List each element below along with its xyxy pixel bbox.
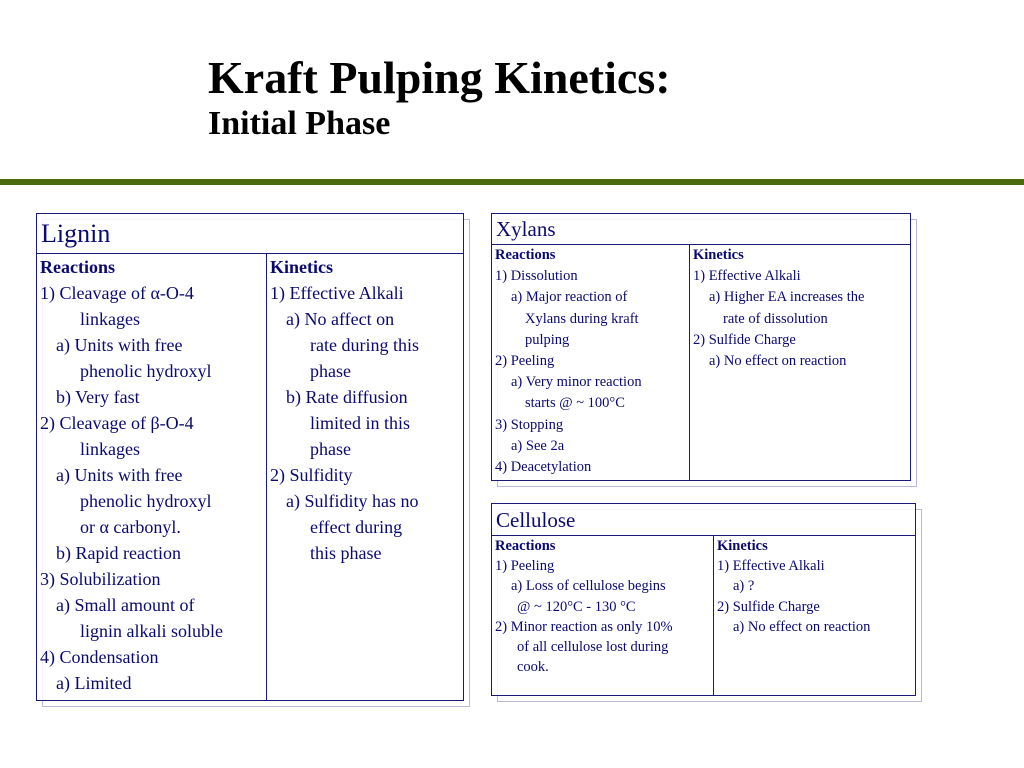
list-item: a) Higher EA increases the: [709, 289, 865, 306]
list-item: 1) Peeling: [495, 558, 555, 575]
list-item: @ ~ 120°C - 130 °C: [517, 598, 636, 615]
cellulose-header: Cellulose: [492, 504, 915, 536]
list-item: phase: [310, 361, 351, 381]
list-item: 2) Peeling: [495, 353, 555, 370]
list-item: linkages: [80, 309, 140, 329]
lignin-kinetics-column: [266, 254, 463, 700]
list-item: a) No effect on reaction: [709, 353, 847, 370]
list-item: 1) Effective Alkali: [717, 558, 825, 575]
list-item: starts @ ~ 100°C: [525, 395, 625, 412]
title-main: Kraft Pulping Kinetics:: [208, 52, 671, 103]
list-item: limited in this: [310, 413, 411, 433]
list-item: a) Sulfidity has no: [286, 491, 419, 511]
xylans-reactions-column: [492, 245, 689, 480]
list-item: cook.: [517, 659, 549, 676]
lignin-header: Lignin: [37, 214, 463, 254]
list-item: a) Major reaction of: [511, 289, 628, 306]
list-item: rate of dissolution: [723, 310, 828, 327]
list-item: a) See 2a: [511, 437, 565, 454]
list-item: linkages: [80, 439, 140, 459]
list-item: 1) Dissolution: [495, 268, 578, 285]
list-item: 1) Effective Alkali: [693, 268, 801, 285]
lignin-reactions-heading: Reactions: [40, 257, 115, 277]
list-item: this phase: [310, 543, 382, 563]
lignin-reactions-column: [37, 254, 266, 700]
list-item: 1) Cleavage of α-O-4: [40, 283, 194, 303]
list-item: lignin alkali soluble: [80, 621, 223, 641]
list-item: phase: [310, 439, 351, 459]
xylans-table: [491, 213, 911, 481]
slide-title: [208, 52, 671, 144]
list-item: a) No effect on reaction: [733, 618, 871, 635]
list-item: rate during this: [310, 335, 419, 355]
xylans-kinetics-column: [689, 245, 910, 480]
list-item: a) Limited: [56, 673, 132, 693]
list-item: Xylans during kraft: [525, 310, 639, 327]
list-item: a) No affect on: [286, 309, 395, 329]
xylans-reactions-heading: Reactions: [495, 247, 556, 263]
list-item: a) ?: [733, 578, 755, 595]
list-item: a) Units with free: [56, 335, 183, 355]
cellulose-kinetics-column: [713, 536, 915, 695]
list-item: 2) Sulfide Charge: [717, 598, 820, 615]
title-divider: [0, 179, 1024, 185]
list-item: 2) Cleavage of β-O-4: [40, 413, 194, 433]
xylans-table-frame: [491, 213, 911, 481]
cellulose-table: [491, 503, 916, 696]
list-item: a) Small amount of: [56, 595, 195, 615]
cellulose-table-frame: [491, 503, 916, 696]
list-item: 3) Stopping: [495, 416, 564, 433]
list-item: a) Loss of cellulose begins: [511, 578, 666, 595]
list-item: of all cellulose lost during: [517, 639, 669, 656]
title-subtitle: Initial Phase: [208, 105, 391, 142]
list-item: phenolic hydroxyl: [80, 491, 212, 511]
list-item: a) Very minor reaction: [511, 374, 642, 391]
list-item: phenolic hydroxyl: [80, 361, 212, 381]
list-item: 2) Sulfidity: [270, 465, 353, 485]
list-item: 1) Effective Alkali: [270, 283, 404, 303]
lignin-table: [36, 213, 464, 701]
list-item: b) Very fast: [56, 387, 140, 407]
lignin-table-frame: [36, 213, 464, 701]
list-item: 4) Deacetylation: [495, 459, 592, 476]
cellulose-reactions-heading: Reactions: [495, 538, 556, 554]
list-item: pulping: [525, 331, 570, 348]
list-item: effect during: [310, 517, 403, 537]
list-item: or α carbonyl.: [80, 517, 181, 537]
list-item: b) Rate diffusion: [286, 387, 408, 407]
list-item: a) Units with free: [56, 465, 183, 485]
cellulose-kinetics-heading: Kinetics: [717, 538, 768, 554]
cellulose-reactions-column: [492, 536, 713, 695]
xylans-kinetics-heading: Kinetics: [693, 247, 744, 263]
list-item: 2) Sulfide Charge: [693, 331, 796, 348]
xylans-header: Xylans: [492, 214, 910, 245]
list-item: 3) Solubilization: [40, 569, 161, 589]
list-item: 4) Condensation: [40, 647, 159, 667]
list-item: 2) Minor reaction as only 10%: [495, 618, 673, 635]
list-item: b) Rapid reaction: [56, 543, 181, 563]
lignin-kinetics-heading: Kinetics: [270, 257, 333, 277]
